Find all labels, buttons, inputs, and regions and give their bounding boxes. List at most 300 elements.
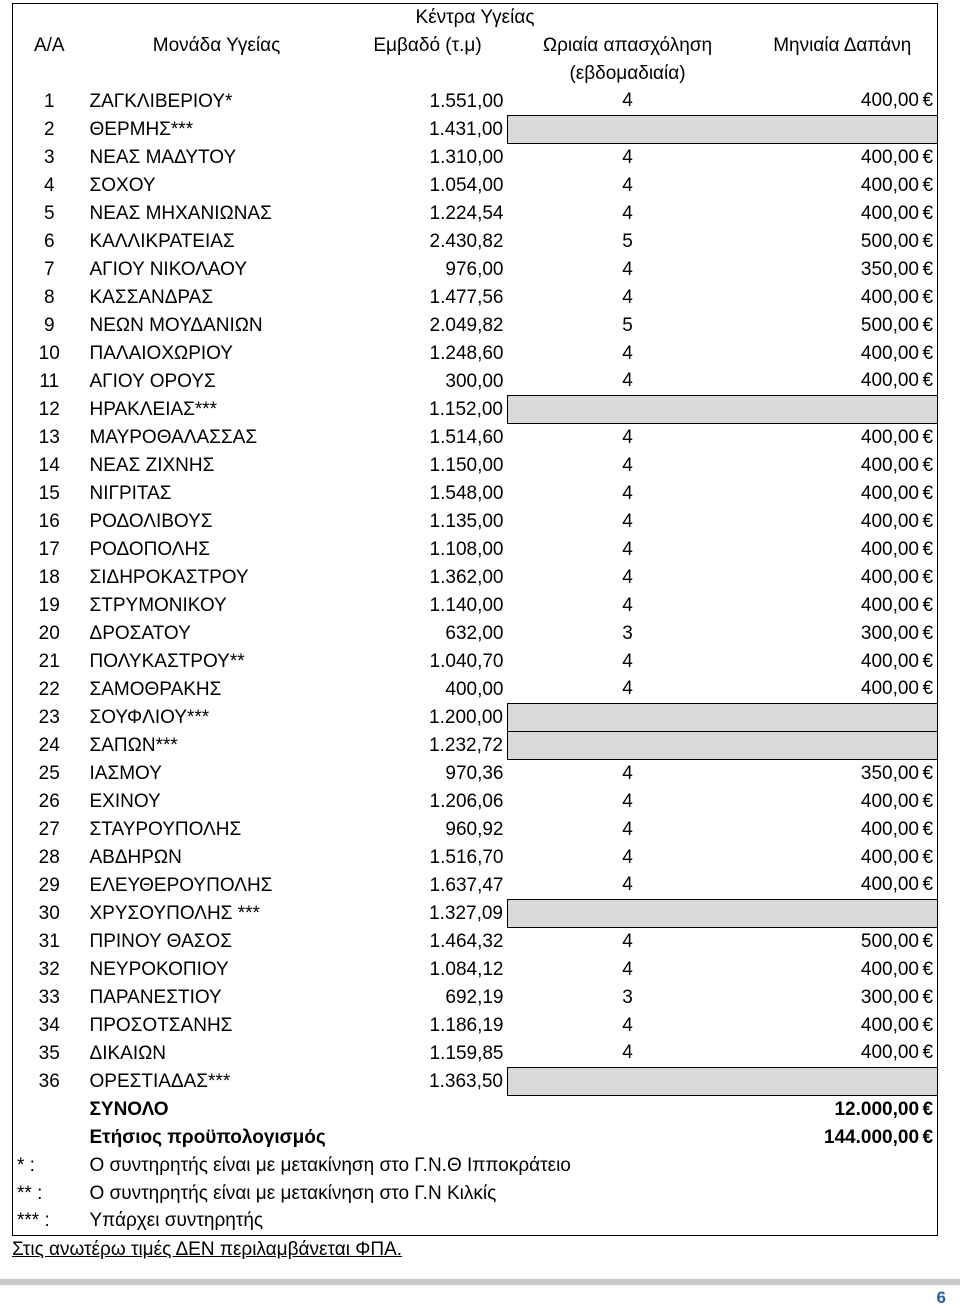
euro-sign: € [922, 538, 934, 560]
row-hours: 4 [622, 678, 633, 700]
row-cost [748, 676, 938, 704]
row-hours [508, 116, 748, 144]
row-hours [508, 1068, 748, 1096]
row-unit-name: ΑΒΔΗΡΩΝ [89, 846, 182, 868]
row-unit-name: ΡΟΔΟΛΙΒΟΥΣ [89, 510, 213, 532]
footnote-text: Υπάρχει συντηρητής [86, 1208, 938, 1236]
row-area: 1.637,47 [429, 874, 504, 896]
row-area: 1.431,00 [429, 118, 503, 140]
row-number: 36 [13, 1068, 86, 1096]
row-number: 30 [13, 900, 86, 928]
row-number: 28 [13, 844, 86, 872]
row-area: 1.084,12 [429, 958, 504, 980]
euro-sign: € [922, 874, 934, 896]
row-hours: 3 [622, 986, 633, 1008]
row-number: 34 [13, 1012, 86, 1040]
row-cost-value: 400,00 [860, 678, 920, 700]
row-unit-name: ΣΑΜΟΘΡΑΚΗΣ [89, 678, 222, 700]
row-hours: 4 [622, 202, 633, 224]
row-cost [748, 844, 938, 872]
row-cost [748, 144, 938, 172]
row-area: 1.514,60 [429, 426, 504, 448]
row-area: 1.516,70 [429, 846, 504, 868]
row-area: 1.362,00 [429, 566, 504, 588]
row-hours: 4 [622, 650, 633, 672]
row-number: 29 [13, 872, 86, 900]
table-row [13, 340, 938, 368]
annual-row-blank [13, 1124, 86, 1152]
row-cost-value: 350,00 [860, 258, 920, 280]
row-unit-name: ΕΧΙΝΟΥ [89, 790, 161, 812]
row-area: 1.363,50 [429, 1070, 503, 1092]
row-number: 9 [13, 312, 86, 340]
table-row [13, 1012, 938, 1040]
row-cost [748, 648, 938, 676]
row-area: 1.186,19 [429, 1014, 504, 1036]
row-area: 1.327,09 [429, 902, 503, 924]
row-cost [748, 480, 938, 508]
row-cost [748, 172, 938, 200]
health-centers-table [12, 3, 938, 1236]
euro-sign: € [922, 1014, 934, 1036]
row-unit-name: ΣΤΡΥΜΟΝΙΚΟΥ [89, 594, 227, 616]
footnote-row [13, 1152, 938, 1180]
euro-sign: € [922, 90, 934, 112]
row-unit-name: ΝΙΓΡΙΤΑΣ [89, 482, 172, 504]
table-row [13, 396, 938, 424]
row-area: 976,00 [445, 258, 504, 280]
euro-sign: € [922, 762, 934, 784]
row-area: 1.140,00 [429, 594, 504, 616]
euro-sign: € [922, 258, 934, 280]
row-hours: 4 [622, 846, 633, 868]
euro-sign: € [922, 790, 934, 812]
row-cost [748, 984, 938, 1012]
row-hours: 4 [622, 510, 633, 532]
row-number: 11 [13, 368, 86, 396]
footnote-mark: *** : [13, 1208, 86, 1236]
row-cost-value: 400,00 [860, 594, 920, 616]
row-number: 22 [13, 676, 86, 704]
euro-sign: € [922, 230, 934, 252]
row-hours: 4 [622, 930, 633, 952]
row-area: 970,36 [445, 762, 504, 784]
row-unit-name: ΡΟΔΟΠΟΛΗΣ [89, 538, 210, 560]
row-cost-value: 400,00 [860, 510, 920, 532]
euro-sign: € [922, 622, 934, 644]
row-cost [748, 368, 938, 396]
row-unit-name: ΣΙΔΗΡΟΚΑΣΤΡΟΥ [89, 566, 249, 588]
row-hours: 4 [622, 762, 633, 784]
row-cost [748, 228, 938, 256]
row-hours [508, 396, 748, 424]
header-area: Εμβαδό (τ.μ) [373, 34, 482, 56]
row-number: 32 [13, 956, 86, 984]
table-row [13, 312, 938, 340]
row-cost [748, 900, 938, 928]
row-hours: 4 [622, 426, 633, 448]
table-row [13, 956, 938, 984]
row-area: 1.248,60 [429, 342, 504, 364]
row-hours: 4 [622, 818, 633, 840]
row-cost [748, 116, 938, 144]
table-row [13, 536, 938, 564]
row-hours: 4 [622, 538, 633, 560]
row-hours: 4 [622, 174, 633, 196]
footnote-mark: * : [13, 1152, 86, 1180]
euro-sign: € [922, 1098, 934, 1120]
total-row [13, 1096, 938, 1124]
table-row [13, 844, 938, 872]
row-unit-name: ΠΑΡΑΝΕΣΤΙΟΥ [89, 986, 222, 1008]
row-cost-value: 400,00 [860, 566, 920, 588]
row-hours: 5 [622, 314, 633, 336]
row-cost-value: 400,00 [860, 1014, 920, 1036]
table-row [13, 368, 938, 396]
row-number: 31 [13, 928, 86, 956]
euro-sign: € [922, 454, 934, 476]
row-number: 3 [13, 144, 86, 172]
table-row [13, 704, 938, 732]
row-hours: 4 [622, 258, 633, 280]
row-cost-value: 400,00 [860, 202, 920, 224]
row-unit-name: ΑΓΙΟΥ ΝΙΚΟΛΑΟΥ [89, 258, 248, 280]
row-hours: 4 [622, 566, 633, 588]
header-hours-sub: (εβδομαδιαία) [569, 62, 686, 84]
row-unit-name: ΙΑΣΜΟΥ [89, 762, 162, 784]
row-unit-name: ΠΡΙΝΟΥ ΘΑΣΟΣ [89, 930, 233, 952]
table-row [13, 760, 938, 788]
row-unit-name: ΑΓΙΟΥ ΟΡΟΥΣ [89, 370, 216, 392]
row-hours: 4 [622, 594, 633, 616]
row-unit-name: ΝΕΑΣ ΖΙΧΝΗΣ [89, 454, 215, 476]
row-area: 1.200,00 [429, 706, 503, 728]
row-cost-value: 400,00 [860, 342, 920, 364]
row-area: 960,92 [445, 818, 504, 840]
row-area: 1.152,00 [429, 398, 503, 420]
table-title: Κέντρα Υγείας [13, 4, 938, 32]
row-area: 1.040,70 [429, 650, 504, 672]
row-number: 13 [13, 424, 86, 452]
row-number: 5 [13, 200, 86, 228]
annual-row-value-cell [508, 1124, 938, 1152]
row-area: 1.108,00 [429, 538, 504, 560]
row-area: 1.548,00 [429, 482, 504, 504]
row-number: 8 [13, 284, 86, 312]
table-row [13, 228, 938, 256]
row-cost [748, 452, 938, 480]
header-aa: Α/Α [13, 32, 86, 60]
table-row [13, 1068, 938, 1096]
euro-sign: € [922, 370, 934, 392]
row-cost-value: 350,00 [860, 762, 920, 784]
euro-sign: € [922, 678, 934, 700]
row-number: 18 [13, 564, 86, 592]
row-number: 35 [13, 1040, 86, 1068]
vat-note: Στις ανωτέρω τιμές ΔΕΝ περιλαμβάνεται ΦΠΑ. [12, 1239, 403, 1260]
euro-sign: € [922, 958, 934, 980]
euro-sign: € [922, 846, 934, 868]
row-hours: 4 [622, 874, 633, 896]
row-cost-value: 400,00 [860, 538, 920, 560]
row-cost [748, 256, 938, 284]
row-cost [748, 564, 938, 592]
row-number: 1 [13, 88, 86, 116]
row-cost [748, 732, 938, 760]
row-cost-value: 400,00 [860, 846, 920, 868]
row-number: 15 [13, 480, 86, 508]
table-row [13, 116, 938, 144]
row-cost [748, 872, 938, 900]
row-area: 1.310,00 [429, 146, 504, 168]
row-hours: 4 [622, 1042, 633, 1064]
table-row [13, 592, 938, 620]
row-unit-name: ΠΡΟΣΟΤΣΑΝΗΣ [89, 1014, 233, 1036]
row-cost [748, 536, 938, 564]
row-unit-name: ΣΟΥΦΛΙΟΥ*** [89, 706, 210, 728]
row-area: 692,19 [445, 986, 504, 1008]
row-area: 1.224,54 [429, 202, 504, 224]
row-hours: 4 [622, 958, 633, 980]
row-cost [748, 1040, 938, 1068]
page-number: 6 [936, 1288, 946, 1307]
row-hours: 4 [622, 1014, 633, 1036]
table-row [13, 200, 938, 228]
footer-divider [0, 1279, 960, 1285]
row-cost [748, 1068, 938, 1096]
row-cost [748, 956, 938, 984]
row-cost-value: 400,00 [860, 482, 920, 504]
footnote-text: Ο συντηρητής είναι με μετακίνηση στο Γ.Ν Κιλκίς [86, 1180, 938, 1208]
table-row [13, 788, 938, 816]
row-unit-name: ΘΕΡΜΗΣ*** [89, 118, 194, 140]
header-cost: Μηνιαία Δαπάνη [748, 32, 938, 60]
total-row-value: 12.000,00 [834, 1098, 920, 1120]
row-unit-name: ΧΡΥΣΟΥΠΟΛΗΣ *** [89, 902, 260, 924]
euro-sign: € [922, 566, 934, 588]
row-area: 1.232,72 [429, 734, 503, 756]
table-row [13, 284, 938, 312]
total-row-label: ΣΥΝΟΛΟ [89, 1098, 169, 1120]
row-cost [748, 704, 938, 732]
row-number: 4 [13, 172, 86, 200]
row-cost [748, 508, 938, 536]
row-cost-value: 400,00 [860, 174, 920, 196]
row-unit-name: ΝΕΑΣ ΜΑΔΥΤΟΥ [89, 146, 237, 168]
row-hours: 3 [622, 622, 633, 644]
row-hours: 4 [622, 90, 633, 112]
row-cost [748, 424, 938, 452]
row-area: 1.150,00 [429, 454, 504, 476]
footnote-mark: ** : [13, 1180, 86, 1208]
row-cost [748, 88, 938, 116]
euro-sign: € [922, 650, 934, 672]
euro-sign: € [922, 426, 934, 448]
row-number: 20 [13, 620, 86, 648]
row-cost [748, 1012, 938, 1040]
row-cost-value: 400,00 [860, 426, 920, 448]
row-hours [508, 704, 748, 732]
table-row [13, 144, 938, 172]
total-row-blank [13, 1096, 86, 1124]
row-hours: 5 [622, 230, 633, 252]
row-unit-name: ΣΑΠΩΝ*** [89, 734, 178, 756]
row-cost-value: 400,00 [860, 874, 920, 896]
row-unit-name: ΚΑΣΣΑΝΔΡΑΣ [89, 286, 214, 308]
row-cost [748, 928, 938, 956]
header-row [13, 32, 938, 60]
euro-sign: € [922, 986, 934, 1008]
row-number: 7 [13, 256, 86, 284]
row-number: 10 [13, 340, 86, 368]
table-row [13, 900, 938, 928]
row-number: 24 [13, 732, 86, 760]
table-row [13, 816, 938, 844]
row-unit-name: ΝΕΑΣ ΜΗΧΑΝΙΩΝΑΣ [89, 202, 272, 224]
row-cost [748, 396, 938, 424]
row-area: 300,00 [445, 370, 504, 392]
row-hours: 4 [622, 286, 633, 308]
table-row [13, 648, 938, 676]
row-unit-name: ΗΡΑΚΛΕΙΑΣ*** [89, 398, 218, 420]
row-cost-value: 400,00 [860, 1042, 920, 1064]
row-hours: 4 [622, 370, 633, 392]
row-unit-name: ΠΟΛΥΚΑΣΤΡΟΥ** [89, 650, 245, 672]
row-cost-value: 400,00 [860, 146, 920, 168]
euro-sign: € [922, 1042, 934, 1064]
row-number: 27 [13, 816, 86, 844]
row-cost-value: 400,00 [860, 370, 920, 392]
row-unit-name: ΕΛΕΥΘΕΡΟΥΠΟΛΗΣ [89, 874, 273, 896]
row-cost [748, 788, 938, 816]
row-cost-value: 300,00 [860, 986, 920, 1008]
row-area: 1.477,56 [429, 286, 504, 308]
table-row [13, 1040, 938, 1068]
euro-sign: € [922, 510, 934, 532]
footnote-row [13, 1208, 938, 1236]
row-unit-name: ΟΡΕΣΤΙΑΔΑΣ*** [89, 1070, 231, 1092]
euro-sign: € [922, 314, 934, 336]
table-row [13, 256, 938, 284]
row-area: 1.464,32 [429, 930, 504, 952]
table-row [13, 676, 938, 704]
euro-sign: € [922, 146, 934, 168]
euro-sign: € [922, 174, 934, 196]
header-sub-row [13, 60, 938, 88]
row-unit-name: ΝΕΥΡΟΚΟΠΙΟΥ [89, 958, 229, 980]
row-hours: 4 [622, 790, 633, 812]
annual-row [13, 1124, 938, 1152]
row-cost [748, 592, 938, 620]
row-number: 6 [13, 228, 86, 256]
row-area: 1.206,06 [429, 790, 504, 812]
row-cost [748, 816, 938, 844]
row-cost-value: 400,00 [860, 958, 920, 980]
euro-sign: € [922, 286, 934, 308]
table-row [13, 732, 938, 760]
row-number: 17 [13, 536, 86, 564]
row-number: 19 [13, 592, 86, 620]
table-row [13, 872, 938, 900]
header-hours: Ωριαία απασχόληση [542, 34, 713, 56]
annual-row-label: Ετήσιος προϋπολογισμός [89, 1126, 326, 1148]
table-row [13, 620, 938, 648]
row-area: 2.049,82 [429, 314, 504, 336]
row-number: 23 [13, 704, 86, 732]
euro-sign: € [922, 202, 934, 224]
table-row [13, 508, 938, 536]
row-area: 1.551,00 [429, 90, 504, 112]
row-cost [748, 760, 938, 788]
table-row [13, 424, 938, 452]
footnote-row [13, 1180, 938, 1208]
row-unit-name: ΔΙΚΑΙΩΝ [89, 1042, 167, 1064]
row-cost [748, 340, 938, 368]
row-number: 14 [13, 452, 86, 480]
row-cost-value: 300,00 [860, 622, 920, 644]
row-cost [748, 200, 938, 228]
euro-sign: € [922, 930, 934, 952]
row-cost-value: 400,00 [860, 818, 920, 840]
row-number: 26 [13, 788, 86, 816]
row-number: 2 [13, 116, 86, 144]
row-cost-value: 400,00 [860, 90, 920, 112]
table-row [13, 452, 938, 480]
row-cost-value: 400,00 [860, 454, 920, 476]
row-unit-name: ΔΡΟΣΑΤΟΥ [89, 622, 191, 644]
row-hours: 4 [622, 146, 633, 168]
row-cost-value: 400,00 [860, 650, 920, 672]
row-area: 1.054,00 [429, 174, 504, 196]
euro-sign: € [922, 818, 934, 840]
footnote-text: Ο συντηρητής είναι με μετακίνηση στο Γ.Ν.Θ Ιπποκράτειο [86, 1152, 938, 1180]
row-number: 16 [13, 508, 86, 536]
header-unit: Μονάδα Υγείας [152, 34, 281, 56]
row-number: 21 [13, 648, 86, 676]
row-area: 400,00 [445, 678, 504, 700]
row-hours: 4 [622, 342, 633, 364]
row-number: 25 [13, 760, 86, 788]
table-row [13, 172, 938, 200]
row-unit-name: ΣΟΧΟΥ [89, 174, 156, 196]
row-area: 1.135,00 [429, 510, 504, 532]
euro-sign: € [922, 1126, 934, 1148]
row-hours [508, 900, 748, 928]
table-row [13, 480, 938, 508]
table-row [13, 984, 938, 1012]
row-unit-name: ΜΑΥΡΟΘΑΛΑΣΣΑΣ [89, 426, 258, 448]
row-area: 632,00 [445, 622, 504, 644]
total-row-value-cell [508, 1096, 938, 1124]
row-area: 2.430,82 [429, 230, 504, 252]
table-row [13, 928, 938, 956]
euro-sign: € [922, 342, 934, 364]
row-cost-value: 400,00 [860, 286, 920, 308]
row-cost [748, 620, 938, 648]
row-hours: 4 [622, 482, 633, 504]
row-cost-value: 500,00 [860, 930, 920, 952]
row-unit-name: ΝΕΩΝ ΜΟΥΔΑΝΙΩΝ [89, 314, 263, 336]
row-number: 12 [13, 396, 86, 424]
row-number: 33 [13, 984, 86, 1012]
row-area: 1.159,85 [429, 1042, 504, 1064]
row-cost-value: 400,00 [860, 790, 920, 812]
euro-sign: € [922, 482, 934, 504]
row-unit-name: ΚΑΛΛΙΚΡΑΤΕΙΑΣ [89, 230, 235, 252]
row-unit-name: ΣΤΑΥΡΟΥΠΟΛΗΣ [89, 818, 242, 840]
euro-sign: € [922, 594, 934, 616]
row-unit-name: ΠΑΛΑΙΟΧΩΡΙΟΥ [89, 342, 233, 364]
